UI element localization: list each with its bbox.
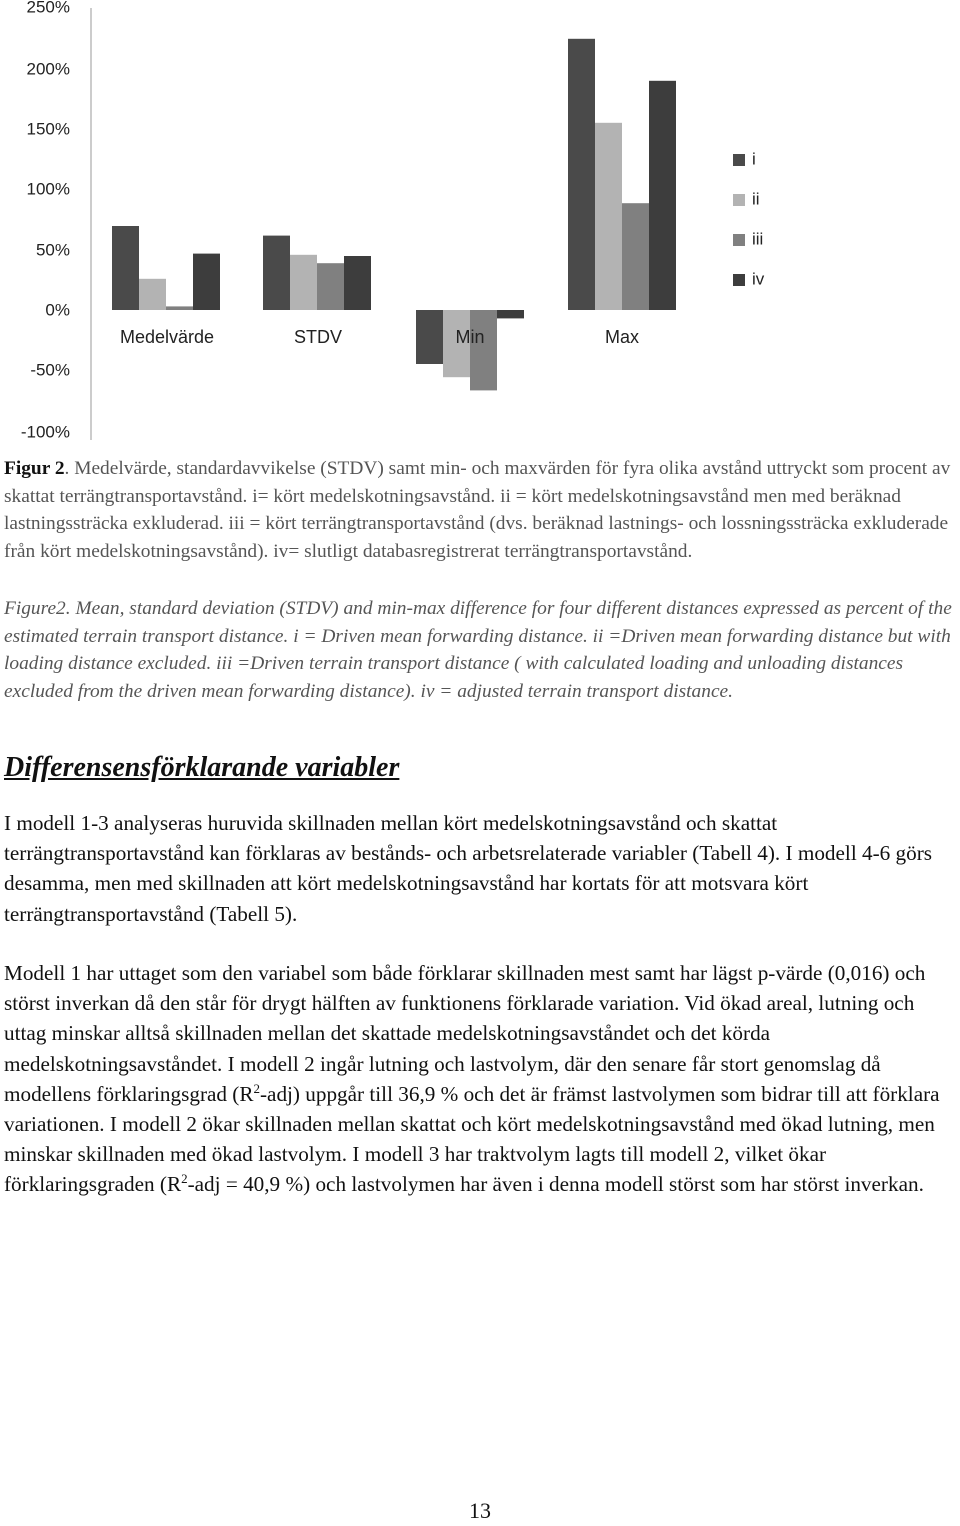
y-tick-label: -100%	[20, 422, 70, 442]
y-tick-label: 200%	[26, 59, 70, 79]
bar-iv	[497, 310, 524, 318]
bar-i	[416, 310, 443, 364]
legend-swatch-i	[733, 154, 745, 166]
paragraph-2-text-a: Modell 1 har uttaget som den variabel som både förklarar skillnaden mest samt har lägst p-värde (0,016) och störst inverkan då den står för drygt hälften av funktionens förklarade variation. Vid ökad areal, lutning och uttag minskar alltså skillnaden mellan det skattade medelskotningsavståndet och det körda medelskotningsavståndet. I modell 2 ingår lutning och lastvolym, där den senare får stort genomslag då modellens förklaringsgrad (R	[4, 961, 926, 1106]
legend-swatch-iii	[733, 234, 745, 246]
bar-ii	[139, 279, 166, 310]
category-label: STDV	[293, 326, 343, 347]
superscript-2: 2	[253, 1080, 260, 1096]
body-paragraph-2	[4, 958, 960, 1200]
legend-swatch-ii	[733, 194, 745, 206]
figure-caption-english: Figure2. Mean, standard deviation (STDV) and min-max difference for four different distances expressed as percent of the estimated terrain transport distance. i = Driven mean forwarding distance. ii =Driven mean forwarding distance but with loading distance excluded. iii =Driven terrain transport distance ( with calculated loading and unloading distances excluded from the driven mean forwarding distance). iv = adjusted terrain transport distance.	[4, 598, 952, 702]
category-label: Max	[604, 326, 640, 347]
legend-label: iv	[752, 269, 765, 289]
legend-label: iii	[752, 229, 764, 249]
section-heading: Differensensförklarande variabler	[4, 752, 400, 783]
y-tick-label: 0%	[45, 300, 70, 320]
y-tick-label: 50%	[35, 240, 70, 260]
bar-iii	[166, 306, 193, 310]
legend-label: i	[752, 149, 756, 169]
bar-i	[568, 39, 595, 310]
figure-label: Figur 2	[4, 458, 65, 479]
bar-ii	[290, 255, 317, 310]
y-tick-label: 250%	[26, 0, 70, 17]
body-paragraph-1: I modell 1-3 analyseras huruvida skillnaden mellan kört medelskotningsavstånd och skattat terrängtransportavstånd kan förklaras av bestånds- och arbetsrelaterade variabler (Tabell 4). I modell 4-6 görs desamma, men med skillnaden att kört medelskotningsavstånd har kortats för att motsvara kört terrängtransportavstånd (Tabell 5).	[4, 811, 933, 926]
bar-i	[112, 226, 139, 310]
bar-iii	[470, 310, 497, 390]
bar-iv	[193, 254, 220, 310]
bar-i	[263, 236, 290, 310]
legend-swatch-iv	[733, 274, 745, 286]
category-label: Medelvärde	[119, 326, 215, 347]
figure-caption-text: . Medelvärde, standardavvikelse (STDV) samt min- och maxvärden för fyra olika avstånd uttryckt som procent av skattat terrängtransportavstånd. i= kört medelskotningsavstånd. ii = kört medelskotningsavstånd men med beräknad lastningssträcka exkluderad. iii = kört terrängtransportavstånd (dvs. beräknad lastnings- och lossningssträcka exkluderade från kört medelskotningsavstånd). iv= slutligt databasregistrerat terrängtransportavstånd.	[4, 458, 951, 562]
superscript-2: 2	[181, 1171, 188, 1187]
bar-ii	[595, 123, 622, 310]
page-number: 13	[469, 1498, 491, 1523]
paragraph-2-text-c: -adj = 40,9 %) och lastvolymen har även i denna modell störst som har störst inverkan.	[187, 1172, 924, 1197]
bar-iii	[622, 203, 649, 310]
figure-caption-swedish	[4, 455, 956, 565]
bar-chart	[0, 0, 960, 450]
legend-label: ii	[752, 189, 760, 209]
paragraph-2-text-b: -adj) uppgår till 36,9 % och det är främst lastvolymen som bidrar till att förklara variationen. I modell 2 ökar skillnaden mellan skattat och kört medelskotningsavstånd med ökad lutning, men minskar skillnaden med ökad lastvolym. I modell 3 har traktvolym lagts till modell 2, vilket ökar förklaringsgraden (R	[4, 1081, 940, 1197]
y-tick-label: 150%	[26, 119, 70, 139]
y-tick-label: 100%	[26, 179, 70, 199]
category-label: Min	[455, 326, 485, 347]
bar-iv	[649, 81, 676, 310]
bar-iii	[317, 263, 344, 310]
bar-iv	[344, 256, 371, 310]
y-tick-label: -50%	[30, 360, 70, 380]
